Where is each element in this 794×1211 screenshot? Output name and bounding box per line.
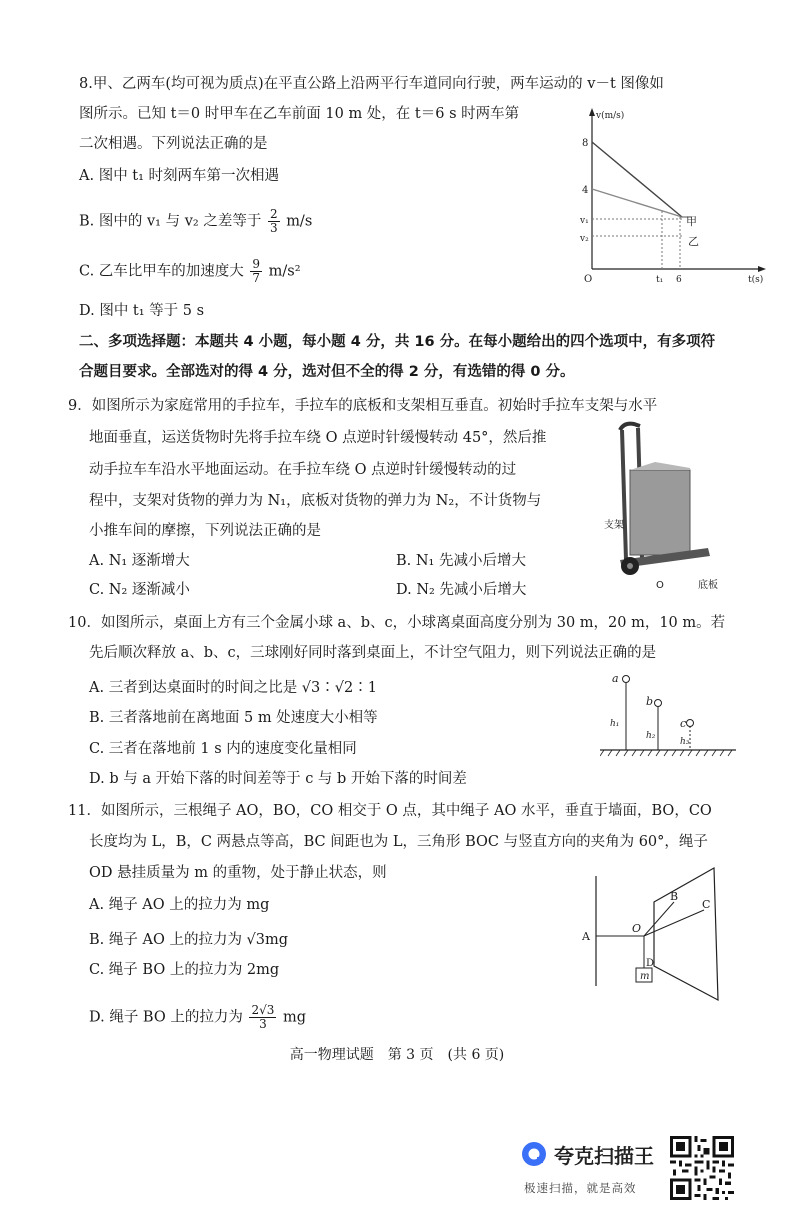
q10-ball-b bbox=[655, 700, 662, 707]
q8-stem-line-1: 8.甲、乙两车(均可视为质点)在平直公路上沿两平行车道同向行驶，两车运动的 v－t 图像如 bbox=[79, 76, 664, 92]
q10-stem-line-2: 先后顺次释放 a、b、c，三球刚好同时落到桌面上，不计空气阻力，则下列说法正确的是 bbox=[89, 645, 657, 661]
q10-balls-figure bbox=[600, 668, 740, 768]
q8-graph-y-label: v(m/s) bbox=[596, 111, 625, 121]
q8-graph-y-arrow bbox=[589, 108, 595, 116]
scanner-logo-icon bbox=[520, 1140, 548, 1168]
section2-heading-line-1: 二、多项选择题：本题共 4 小题，每小题 4 分，共 16 分。在每小题给出的四个选项中，有多项符 bbox=[79, 334, 716, 350]
q10-option-c: C. 三者在落地前 1 s 内的速度变化量相同 bbox=[89, 741, 357, 757]
q10-ball-a bbox=[623, 676, 630, 683]
q8-graph-tick-t1: t₁ bbox=[656, 275, 664, 284]
q8-stem-line-2: 图所示。已知 t＝0 时甲车在乙车前面 10 m 处，在 t＝6 s 时两车第 bbox=[79, 106, 520, 122]
q8-graph-tick-8: 8 bbox=[582, 138, 589, 149]
q11-label-m: m bbox=[640, 971, 650, 982]
q8-option-a: A. 图中 t₁ 时刻两车第一次相遇 bbox=[79, 168, 280, 184]
page-footer: 高一物理试题 第 3 页 (共 6 页) bbox=[289, 1047, 505, 1063]
q9-wheel-hub bbox=[627, 563, 633, 569]
q11-stem-line-1: 11．如图所示，三根绳子 AO，BO，CO 相交于 O 点，其中绳子 AO 水平，垂直于墙面，BO，CO bbox=[68, 803, 712, 819]
q10-option-b: B. 三者落地前在离地面 5 m 处速度大小相等 bbox=[89, 710, 378, 726]
q11-label-c: C bbox=[702, 898, 711, 911]
q9-hand-truck-figure bbox=[600, 420, 740, 590]
q11-stem-line-3: OD 悬挂质量为 m 的重物，处于静止状态，则 bbox=[89, 865, 387, 881]
q11-option-d: D. 绳子 BO 上的拉力为 $\frac{2√3}{3}$ mg bbox=[89, 1003, 307, 1031]
q10-label-b: b bbox=[646, 695, 654, 708]
q9-option-d: D. N₂ 先减小后增大 bbox=[396, 582, 527, 598]
q10-label-c: c bbox=[680, 717, 687, 730]
q9-stem-line-2: 地面垂直，运送货物时先将手拉车绕 O 点逆时针缓慢转动 45°，然后推 bbox=[89, 430, 547, 446]
q11-right-wall bbox=[654, 868, 718, 1000]
q8-graph-line-jia bbox=[592, 142, 682, 217]
q10-label-a: a bbox=[612, 672, 619, 685]
scanner-brand-name: 夸克扫描王 bbox=[554, 1144, 654, 1168]
qr-code-icon bbox=[670, 1136, 734, 1200]
q9-cargo-box bbox=[630, 470, 690, 555]
q8-graph-line-yi bbox=[592, 189, 682, 217]
q11-option-d-fraction: $\frac{2√3}{3}$ bbox=[251, 1003, 275, 1031]
q8-graph-tick-v2: v₂ bbox=[580, 234, 589, 244]
q11-label-o: O bbox=[632, 922, 642, 935]
q10-label-h1: h₁ bbox=[610, 719, 620, 729]
q10-label-h2: h₂ bbox=[646, 731, 656, 741]
q10-ball-c bbox=[687, 720, 694, 727]
q9-stem-line-3: 动手拉车车沿水平地面运动。在手拉车绕 O 点逆时针缓慢转动的过 bbox=[89, 462, 517, 478]
q9-option-c: C. N₂ 逐渐减小 bbox=[89, 582, 190, 598]
q8-option-c: C. 乙车比甲车的加速度大 $\frac{9}{7}$ m/s² bbox=[79, 257, 301, 285]
q8-graph-tick-4: 4 bbox=[582, 185, 589, 196]
q8-graph-tick-v1: v₁ bbox=[580, 216, 589, 226]
q8-option-b: B. 图中的 v₁ 与 v₂ 之差等于 $\frac{2}{3}$ m/s bbox=[79, 207, 313, 235]
q10-stem-line-1: 10．如图所示，桌面上方有三个金属小球 a、b、c，小球离桌面高度分别为 30 m，20 m，10 m。若 bbox=[68, 615, 726, 631]
q9-stem-line-4: 程中，支架对货物的弹力为 N₁，底板对货物的弹力为 N₂，不计货物与 bbox=[89, 493, 542, 509]
q9-option-a: A. N₁ 逐渐增大 bbox=[89, 553, 190, 569]
q11-option-c: C. 绳子 BO 上的拉力为 2mg bbox=[89, 962, 280, 978]
q10-label-h3: h₃ bbox=[680, 737, 690, 747]
q10-table-hatch bbox=[600, 750, 732, 756]
q8-vt-graph bbox=[572, 104, 772, 284]
q8-stem-line-3: 二次相遇。下列说法正确的是 bbox=[79, 136, 268, 152]
section2-heading-line-2: 合题目要求。全部选对的得 4 分，选对但不全的得 2 分，有选错的得 0 分。 bbox=[79, 364, 575, 380]
q11-rope-co bbox=[644, 910, 704, 936]
q11-label-b: B bbox=[670, 890, 679, 903]
q8-graph-origin: O bbox=[584, 274, 593, 284]
q8-option-b-fraction: $\frac{2}{3}$ bbox=[269, 207, 278, 235]
q9-label-frame: 支架 bbox=[604, 520, 624, 531]
q9-stem-line-1: 9．如图所示为家庭常用的手拉车，手拉车的底板和支架相互垂直。初始时手拉车支架与水平 bbox=[68, 398, 658, 414]
q8-option-d: D. 图中 t₁ 等于 5 s bbox=[79, 303, 205, 319]
q11-option-b: B. 绳子 AO 上的拉力为 √3mg bbox=[89, 932, 289, 948]
q8-graph-x-arrow bbox=[758, 266, 766, 272]
q9-label-o: O bbox=[656, 580, 664, 591]
q10-option-a: A. 三者到达桌面时的时间之比是 √3∶√2∶1 bbox=[89, 680, 377, 696]
scanner-brand-slogan: 极速扫描，就是高效 bbox=[524, 1181, 637, 1195]
q8-graph-label-jia: 甲 bbox=[686, 215, 697, 228]
q11-label-d: D bbox=[646, 958, 655, 969]
q8-option-c-fraction: $\frac{9}{7}$ bbox=[252, 257, 261, 285]
q11-label-a: A bbox=[582, 930, 590, 943]
q11-option-a: A. 绳子 AO 上的拉力为 mg bbox=[89, 897, 270, 913]
q9-stem-line-5: 小推车间的摩擦，下列说法正确的是 bbox=[89, 523, 321, 539]
q8-graph-tick-6: 6 bbox=[676, 275, 682, 284]
q11-stem-line-2: 长度均为 L，B，C 两悬点等高，BC 间距也为 L，三角形 BOC 与竖直方向的夹角为 60°，绳子 bbox=[89, 834, 708, 850]
q9-frame-left bbox=[622, 430, 626, 560]
q8-graph-x-label: t(s) bbox=[748, 275, 764, 284]
q9-label-base: 底板 bbox=[698, 580, 718, 591]
q8-graph-label-yi: 乙 bbox=[688, 235, 699, 248]
q9-option-b: B. N₁ 先减小后增大 bbox=[396, 553, 526, 569]
q11-ropes-figure bbox=[578, 866, 738, 1006]
q11-rope-bo bbox=[644, 902, 674, 936]
q10-option-d: D. b 与 a 开始下落的时间差等于 c 与 b 开始下落的时间差 bbox=[89, 771, 467, 787]
